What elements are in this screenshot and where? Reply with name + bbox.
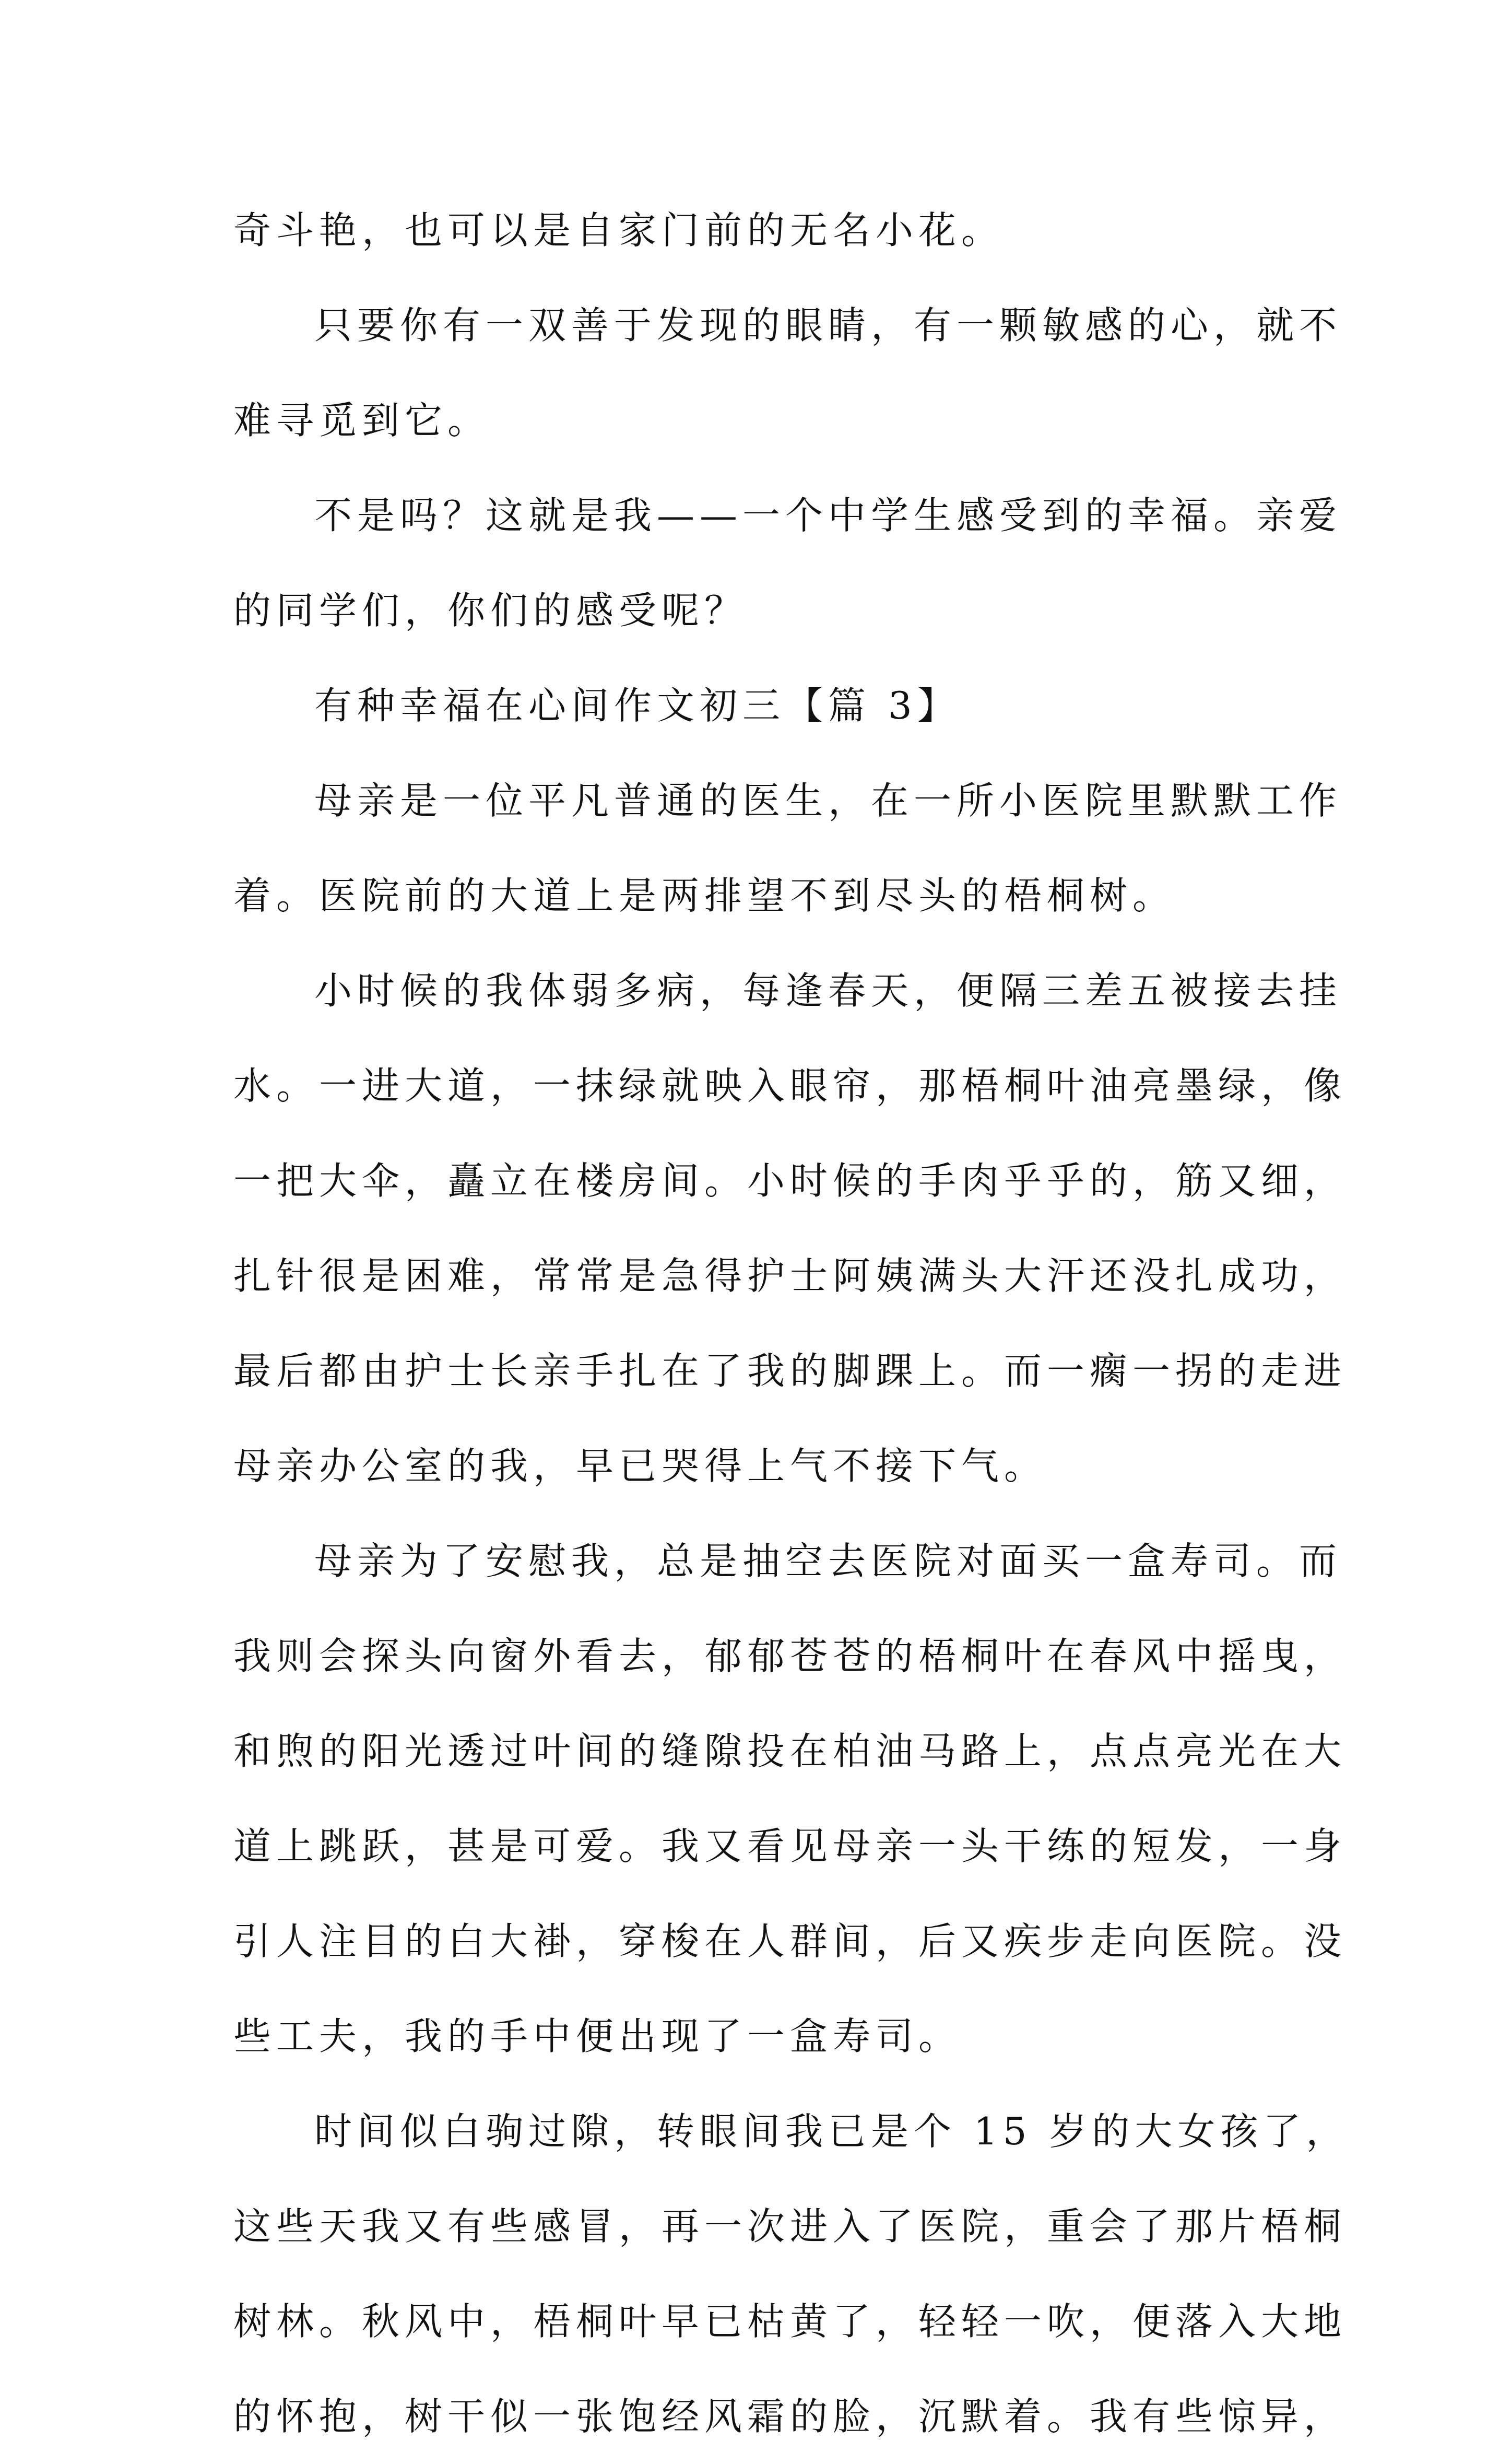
text-line: 引人注目的白大褂，穿梭在人群间，后又疾步走向医院。没: [233, 1919, 1347, 1963]
text-line: 和煦的阳光透过叶间的缝隙投在柏油马路上，点点亮光在大: [233, 1729, 1347, 1773]
text-line: 我则会探头向窗外看去，郁郁苍苍的梧桐叶在春风中摇曳，: [233, 1634, 1347, 1678]
paragraph-first-line: 小时候的我体弱多病，每逢春天，便隔三差五被接去挂: [314, 969, 1342, 1013]
text-line: 最后都由护士长亲手扎在了我的脚踝上。而一瘸一拐的走进: [233, 1349, 1347, 1393]
text-line: 难寻觅到它。: [233, 398, 491, 442]
text-line: 些工夫，我的手中便出现了一盒寿司。: [233, 2014, 962, 2058]
text-line: 道上跳跃，甚是可爱。我又看见母亲一头干练的短发，一身: [233, 1824, 1347, 1868]
paragraph-first-line: 只要你有一双善于发现的眼睛，有一颗敏感的心，就不: [314, 303, 1342, 347]
text-line: 一把大伞，矗立在楼房间。小时候的手肉乎乎的，筋又细，: [233, 1159, 1347, 1203]
text-line: 的怀抱，树干似一张饱经风霜的脸，沉默着。我有些惊异，: [233, 2395, 1347, 2438]
text-line: 的同学们，你们的感受呢？: [233, 589, 748, 632]
document-body: [233, 183, 1349, 2464]
text-line: 这些天我又有些感冒，再一次进入了医院，重会了那片梧桐: [233, 2204, 1347, 2248]
paragraph-first-line: 母亲为了安慰我，总是抽空去医院对面买一盒寿司。而: [314, 1539, 1342, 1583]
section-heading: 有种幸福在心间作文初三【篇 3】: [314, 684, 960, 728]
text-line: 母亲办公室的我，早已哭得上气不接下气。: [233, 1444, 1047, 1488]
text-line: 着。医院前的大道上是两排望不到尽头的梧桐树。: [233, 874, 1176, 918]
text-line: 扎针很是困难，常常是急得护士阿姨满头大汗还没扎成功，: [233, 1254, 1347, 1298]
paragraph-first-line: 母亲是一位平凡普通的医生，在一所小医院里默默工作: [314, 779, 1342, 823]
text-line: 奇斗艳，也可以是自家门前的无名小花。: [233, 208, 1005, 252]
text-line: 树林。秋风中，梧桐叶早已枯黄了，轻轻一吹，便落入大地: [233, 2299, 1347, 2343]
text-line: 水。一进大道，一抹绿就映入眼帘，那梧桐叶油亮墨绿，像: [233, 1064, 1347, 1108]
paragraph-first-line: 不是吗？这就是我——一个中学生感受到的幸福。亲爱: [314, 494, 1342, 537]
paragraph-first-line: 时间似白驹过隙，转眼间我已是个 15 岁的大女孩了，: [314, 2109, 1349, 2153]
